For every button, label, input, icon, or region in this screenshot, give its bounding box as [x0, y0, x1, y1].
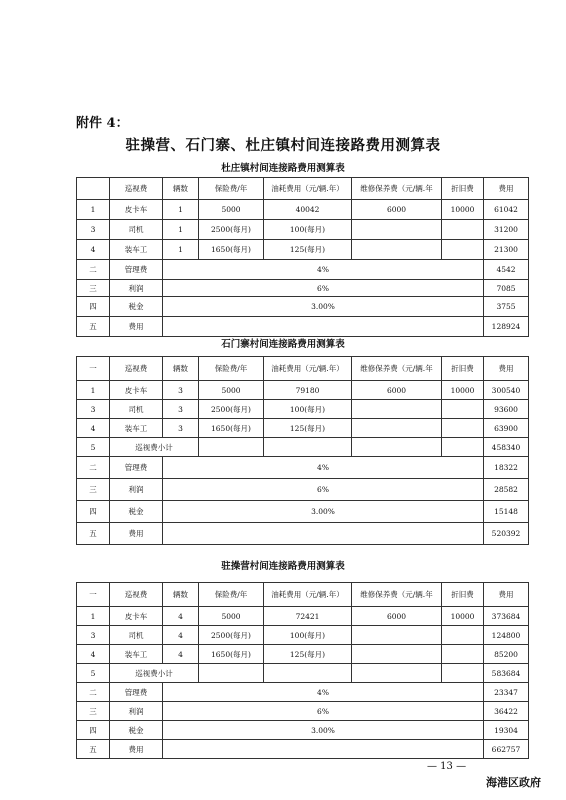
- cell: 3.00%: [163, 297, 484, 317]
- table-row: [77, 457, 529, 479]
- table-row: [77, 381, 529, 400]
- header-cell: 一: [77, 357, 110, 381]
- cell: 3.00%: [163, 501, 484, 523]
- cell: [199, 438, 264, 457]
- cell: 1: [77, 381, 110, 400]
- cell: 管理费: [110, 260, 163, 280]
- cell: 五: [77, 740, 110, 759]
- cell: 4: [163, 626, 199, 645]
- cell: 6%: [163, 479, 484, 501]
- cell: [442, 419, 484, 438]
- cell: [163, 317, 484, 337]
- header-cell: 辆数: [163, 583, 199, 607]
- cell: 6000: [352, 607, 442, 626]
- header-cell: 巡视费: [110, 178, 163, 200]
- header-cell: 费用: [484, 357, 529, 381]
- table-row: [77, 400, 529, 419]
- cell: 36422: [484, 702, 529, 721]
- cell: 巡视费小计: [110, 438, 199, 457]
- cell: 费用: [110, 317, 163, 337]
- cell: 5: [77, 664, 110, 683]
- table-row: [77, 240, 529, 260]
- header-cell: 保险费/年: [199, 357, 264, 381]
- cell: 4542: [484, 260, 529, 280]
- cell: 费用: [110, 523, 163, 545]
- header-cell: 辆数: [163, 357, 199, 381]
- cell: 300540: [484, 381, 529, 400]
- header-cell: 一: [77, 583, 110, 607]
- cell: 1: [163, 200, 199, 220]
- cell: 4: [163, 645, 199, 664]
- cell: 10000: [442, 200, 484, 220]
- cell: 装车工: [110, 645, 163, 664]
- cell: 4%: [163, 457, 484, 479]
- cell: 税金: [110, 501, 163, 523]
- table-row: [77, 438, 529, 457]
- cell: 1: [163, 220, 199, 240]
- cell: 72421: [264, 607, 352, 626]
- cell: 3.00%: [163, 721, 484, 740]
- cell: 23347: [484, 683, 529, 702]
- attachment-label: 附件 4：: [76, 116, 129, 131]
- cell: [352, 438, 442, 457]
- cell: 二: [77, 457, 110, 479]
- cell: [352, 220, 442, 240]
- cell: 管理费: [110, 683, 163, 702]
- cell: [352, 400, 442, 419]
- cell: 利润: [110, 702, 163, 721]
- cell: [264, 664, 352, 683]
- table-row: [77, 317, 529, 337]
- table-row: [77, 200, 529, 220]
- cell: 100(每月): [264, 220, 352, 240]
- header-cell: 维修保养费（元/辆.年: [352, 178, 442, 200]
- cell: 1: [77, 607, 110, 626]
- cell: 司机: [110, 400, 163, 419]
- cell: 三: [77, 702, 110, 721]
- cell: 1650(每月): [199, 419, 264, 438]
- cell: [442, 240, 484, 260]
- cell: 皮卡车: [110, 607, 163, 626]
- cell: 4: [77, 419, 110, 438]
- cell: 二: [77, 683, 110, 702]
- cell: 6000: [352, 200, 442, 220]
- header-cell: 费用: [484, 583, 529, 607]
- cell: 1: [77, 200, 110, 220]
- header-cell: 维修保养费（元/辆.年: [352, 583, 442, 607]
- cell: [442, 664, 484, 683]
- table-title: 石门寨村间连接路费用测算表: [221, 339, 345, 350]
- cell: 6%: [163, 702, 484, 721]
- cell: 皮卡车: [110, 200, 163, 220]
- cell: 19304: [484, 721, 529, 740]
- cell: 662757: [484, 740, 529, 759]
- cell: 利润: [110, 479, 163, 501]
- header-cell: 折旧费: [442, 357, 484, 381]
- cell: 五: [77, 523, 110, 545]
- table-row: [77, 645, 529, 664]
- cell: 63900: [484, 419, 529, 438]
- cell: 2500(每月): [199, 400, 264, 419]
- cell: 79180: [264, 381, 352, 400]
- cell: 皮卡车: [110, 381, 163, 400]
- cell: 司机: [110, 626, 163, 645]
- cell: 31200: [484, 220, 529, 240]
- cell: 3: [163, 381, 199, 400]
- cell: 373684: [484, 607, 529, 626]
- cell: 61042: [484, 200, 529, 220]
- cell: 装车工: [110, 419, 163, 438]
- cell: 7085: [484, 280, 529, 297]
- cell: [163, 523, 484, 545]
- cell: [442, 645, 484, 664]
- table-header-row: [77, 357, 529, 381]
- cell: 4: [77, 240, 110, 260]
- table-row: [77, 683, 529, 702]
- cell: [442, 400, 484, 419]
- cost-table-shimenzhai: [76, 356, 529, 545]
- cell: 125(每月): [264, 240, 352, 260]
- cell: 3: [77, 626, 110, 645]
- header-cell: 费用: [484, 178, 529, 200]
- table-row: [77, 523, 529, 545]
- cell: 6%: [163, 280, 484, 297]
- cell: 二: [77, 260, 110, 280]
- header-cell: 油耗费用（元/辆.年）: [264, 583, 352, 607]
- cell: 税金: [110, 297, 163, 317]
- cell: 15148: [484, 501, 529, 523]
- cell: [442, 626, 484, 645]
- cell: 司机: [110, 220, 163, 240]
- cell: [442, 220, 484, 240]
- cell: 125(每月): [264, 645, 352, 664]
- cell: [163, 740, 484, 759]
- table-row: [77, 220, 529, 240]
- cost-table-zhucaoying: [76, 582, 529, 759]
- cell: 5000: [199, 381, 264, 400]
- cell: 128924: [484, 317, 529, 337]
- cell: 4%: [163, 683, 484, 702]
- cell: 管理费: [110, 457, 163, 479]
- cell: 125(每月): [264, 419, 352, 438]
- header-cell: 巡视费: [110, 583, 163, 607]
- table-row: [77, 702, 529, 721]
- cell: 40042: [264, 200, 352, 220]
- header-cell: 折旧费: [442, 583, 484, 607]
- cell: 28582: [484, 479, 529, 501]
- cell: 税金: [110, 721, 163, 740]
- table-title: 杜庄镇村间连接路费用测算表: [221, 163, 345, 174]
- header-cell: 巡视费: [110, 357, 163, 381]
- cell: 18322: [484, 457, 529, 479]
- cell: [352, 664, 442, 683]
- cell: 85200: [484, 645, 529, 664]
- cell: [352, 419, 442, 438]
- cell: 2500(每月): [199, 626, 264, 645]
- table-row: [77, 721, 529, 740]
- header-cell: 折旧费: [442, 178, 484, 200]
- cell: 458340: [484, 438, 529, 457]
- cell: 583684: [484, 664, 529, 683]
- cell: 93600: [484, 400, 529, 419]
- cell: 4%: [163, 260, 484, 280]
- header-cell: [77, 178, 110, 200]
- cell: 装车工: [110, 240, 163, 260]
- header-cell: 油耗费用（元/辆.年）: [264, 178, 352, 200]
- cell: 3: [77, 400, 110, 419]
- cell: 1: [163, 240, 199, 260]
- cell: 124800: [484, 626, 529, 645]
- cell: 10000: [442, 607, 484, 626]
- cell: 3: [163, 400, 199, 419]
- table-row: [77, 297, 529, 317]
- cell: 4: [77, 645, 110, 664]
- cell: 3: [77, 220, 110, 240]
- table-row: [77, 626, 529, 645]
- table-row: [77, 260, 529, 280]
- cell: 3755: [484, 297, 529, 317]
- cell: 五: [77, 317, 110, 337]
- table-row: [77, 607, 529, 626]
- table-title: 驻操营村间连接路费用测算表: [221, 561, 345, 572]
- table-row: [77, 664, 529, 683]
- cell: 100(每月): [264, 626, 352, 645]
- table-row: [77, 740, 529, 759]
- table-row: [77, 419, 529, 438]
- cell: [352, 240, 442, 260]
- table-header-row: [77, 178, 529, 200]
- table-header-row: [77, 583, 529, 607]
- table-row: [77, 501, 529, 523]
- cell: [352, 645, 442, 664]
- table-row: [77, 280, 529, 297]
- source-watermark: 海港区政府: [486, 776, 541, 789]
- cell: 5000: [199, 200, 264, 220]
- cell: [199, 664, 264, 683]
- cell: 四: [77, 501, 110, 523]
- header-cell: 油耗费用（元/辆.年）: [264, 357, 352, 381]
- cell: 四: [77, 297, 110, 317]
- cell: 5: [77, 438, 110, 457]
- cell: 6000: [352, 381, 442, 400]
- page-number: — 13 —: [427, 761, 467, 772]
- cell: 10000: [442, 381, 484, 400]
- cell: [442, 438, 484, 457]
- cell: 三: [77, 280, 110, 297]
- cell: 1650(每月): [199, 645, 264, 664]
- cell: 利润: [110, 280, 163, 297]
- header-cell: 辆数: [163, 178, 199, 200]
- cell: 费用: [110, 740, 163, 759]
- cell: 巡视费小计: [110, 664, 199, 683]
- cell: 3: [163, 419, 199, 438]
- cell: 520392: [484, 523, 529, 545]
- header-cell: 保险费/年: [199, 583, 264, 607]
- header-cell: 保险费/年: [199, 178, 264, 200]
- cell: 21300: [484, 240, 529, 260]
- cell: 四: [77, 721, 110, 740]
- cell: 2500(每月): [199, 220, 264, 240]
- cell: 5000: [199, 607, 264, 626]
- cell: 三: [77, 479, 110, 501]
- cell: [264, 438, 352, 457]
- cell: 100(每月): [264, 400, 352, 419]
- cost-table-duzhuang: [76, 177, 529, 337]
- page-title: 驻操营、石门寨、杜庄镇村间连接路费用测算表: [125, 137, 441, 154]
- cell: [352, 626, 442, 645]
- table-row: [77, 479, 529, 501]
- cell: 4: [163, 607, 199, 626]
- cell: 1650(每月): [199, 240, 264, 260]
- header-cell: 维修保养费（元/辆.年: [352, 357, 442, 381]
